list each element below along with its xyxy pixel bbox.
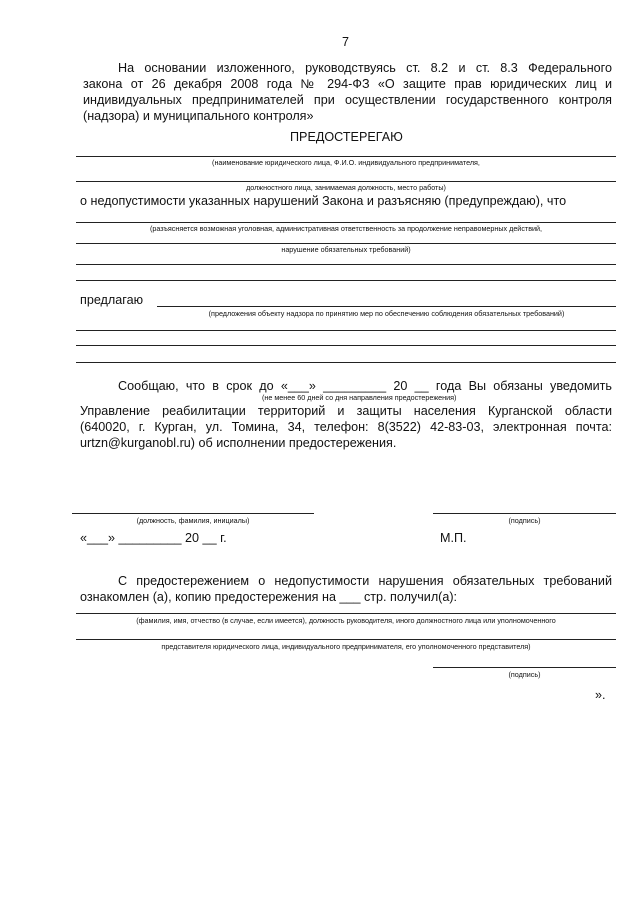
intro-line-3: индивидуальных предпринимателей при осуществлении государственного контроля [83, 93, 612, 107]
intro-line-2: закона от 26 декабря 2008 года № 294-ФЗ «О защите прав юридических лиц и [83, 77, 612, 91]
proposals-caption: (предложения объекту надзора по принятию мер по обеспечению соблюдения обязательных требований) [208, 309, 565, 318]
closing-quote: ». [595, 688, 606, 702]
propose-label: предлагаю [80, 293, 144, 307]
blank-line-1 [76, 264, 616, 265]
liability-line [76, 222, 616, 223]
signature-caption: (подпись) [508, 516, 541, 525]
ack-line-2: ознакомлен (а), копию предостережения на ___ стр. получил(а): [80, 590, 458, 604]
blank-line-2 [76, 280, 616, 281]
official-caption: должностного лица, занимаемая должность, место работы) [246, 183, 446, 192]
signer-caption: (должность, фамилия, инициалы) [136, 516, 250, 525]
signature-caption-2: (подпись) [508, 670, 541, 679]
date-line: «___» _________ 20 __ г. [80, 531, 227, 545]
intro-line-4: (надзора) и муниципального контроля» [83, 109, 314, 123]
liability-caption: (разъясняется возможная уголовная, административная ответственность за продолжение неправомерных действий, [149, 224, 543, 233]
notify-line-1: Сообщаю, что в срок до «___» _________ 20 __ года Вы обязаны уведомить [118, 379, 612, 393]
signer-line [72, 513, 314, 514]
page-number: 7 [342, 35, 350, 49]
person-line-2 [76, 639, 616, 640]
stamp-placeholder: М.П. [440, 531, 467, 545]
proposals-line [157, 306, 616, 307]
notify-line-2: Управление реабилитации территорий и защиты населения Курганской области [80, 404, 612, 418]
blank-line-3 [76, 330, 616, 331]
person-caption-2: представителя юридического лица, индивидуального предпринимателя, его уполномоченного представителя) [161, 642, 531, 651]
entity-name-line [76, 156, 616, 157]
blank-line-5 [76, 362, 616, 363]
notify-line-4: urtzn@kurganobl.ru) об исполнении предостережения. [80, 436, 397, 450]
person-caption-1: (фамилия, имя, отчество (в случае, если имеется), должность руководителя, иного должностного лица или уполномоченного [136, 616, 556, 625]
signature-line [433, 513, 616, 514]
person-line-1 [76, 613, 616, 614]
notify-line-3: (640020, г. Курган, ул. Томина, 34, телефон: 8(3522) 42-83-03, электронная почта: [80, 420, 612, 434]
ack-line-1: С предостережением о недопустимости нарушения обязательных требований [118, 574, 612, 588]
inadmissibility-text: о недопустимости указанных нарушений Закона и разъясняю (предупреждаю), что [80, 194, 567, 208]
entity-name-caption: (наименование юридического лица, Ф.И.О. индивидуального предпринимателя, [212, 158, 480, 167]
blank-line-4 [76, 345, 616, 346]
intro-line-1: На основании изложенного, руководствуясь ст. 8.2 и ст. 8.3 Федерального [118, 61, 612, 75]
heading-warn: ПРЕДОСТЕРЕГАЮ [290, 130, 403, 144]
official-line [76, 181, 616, 182]
signature-line-2 [433, 667, 616, 668]
violation-line [76, 243, 616, 244]
deadline-caption: (не менее 60 дней со дня направления предостережения) [262, 393, 457, 402]
violation-caption: нарушение обязательных требований) [281, 245, 411, 254]
